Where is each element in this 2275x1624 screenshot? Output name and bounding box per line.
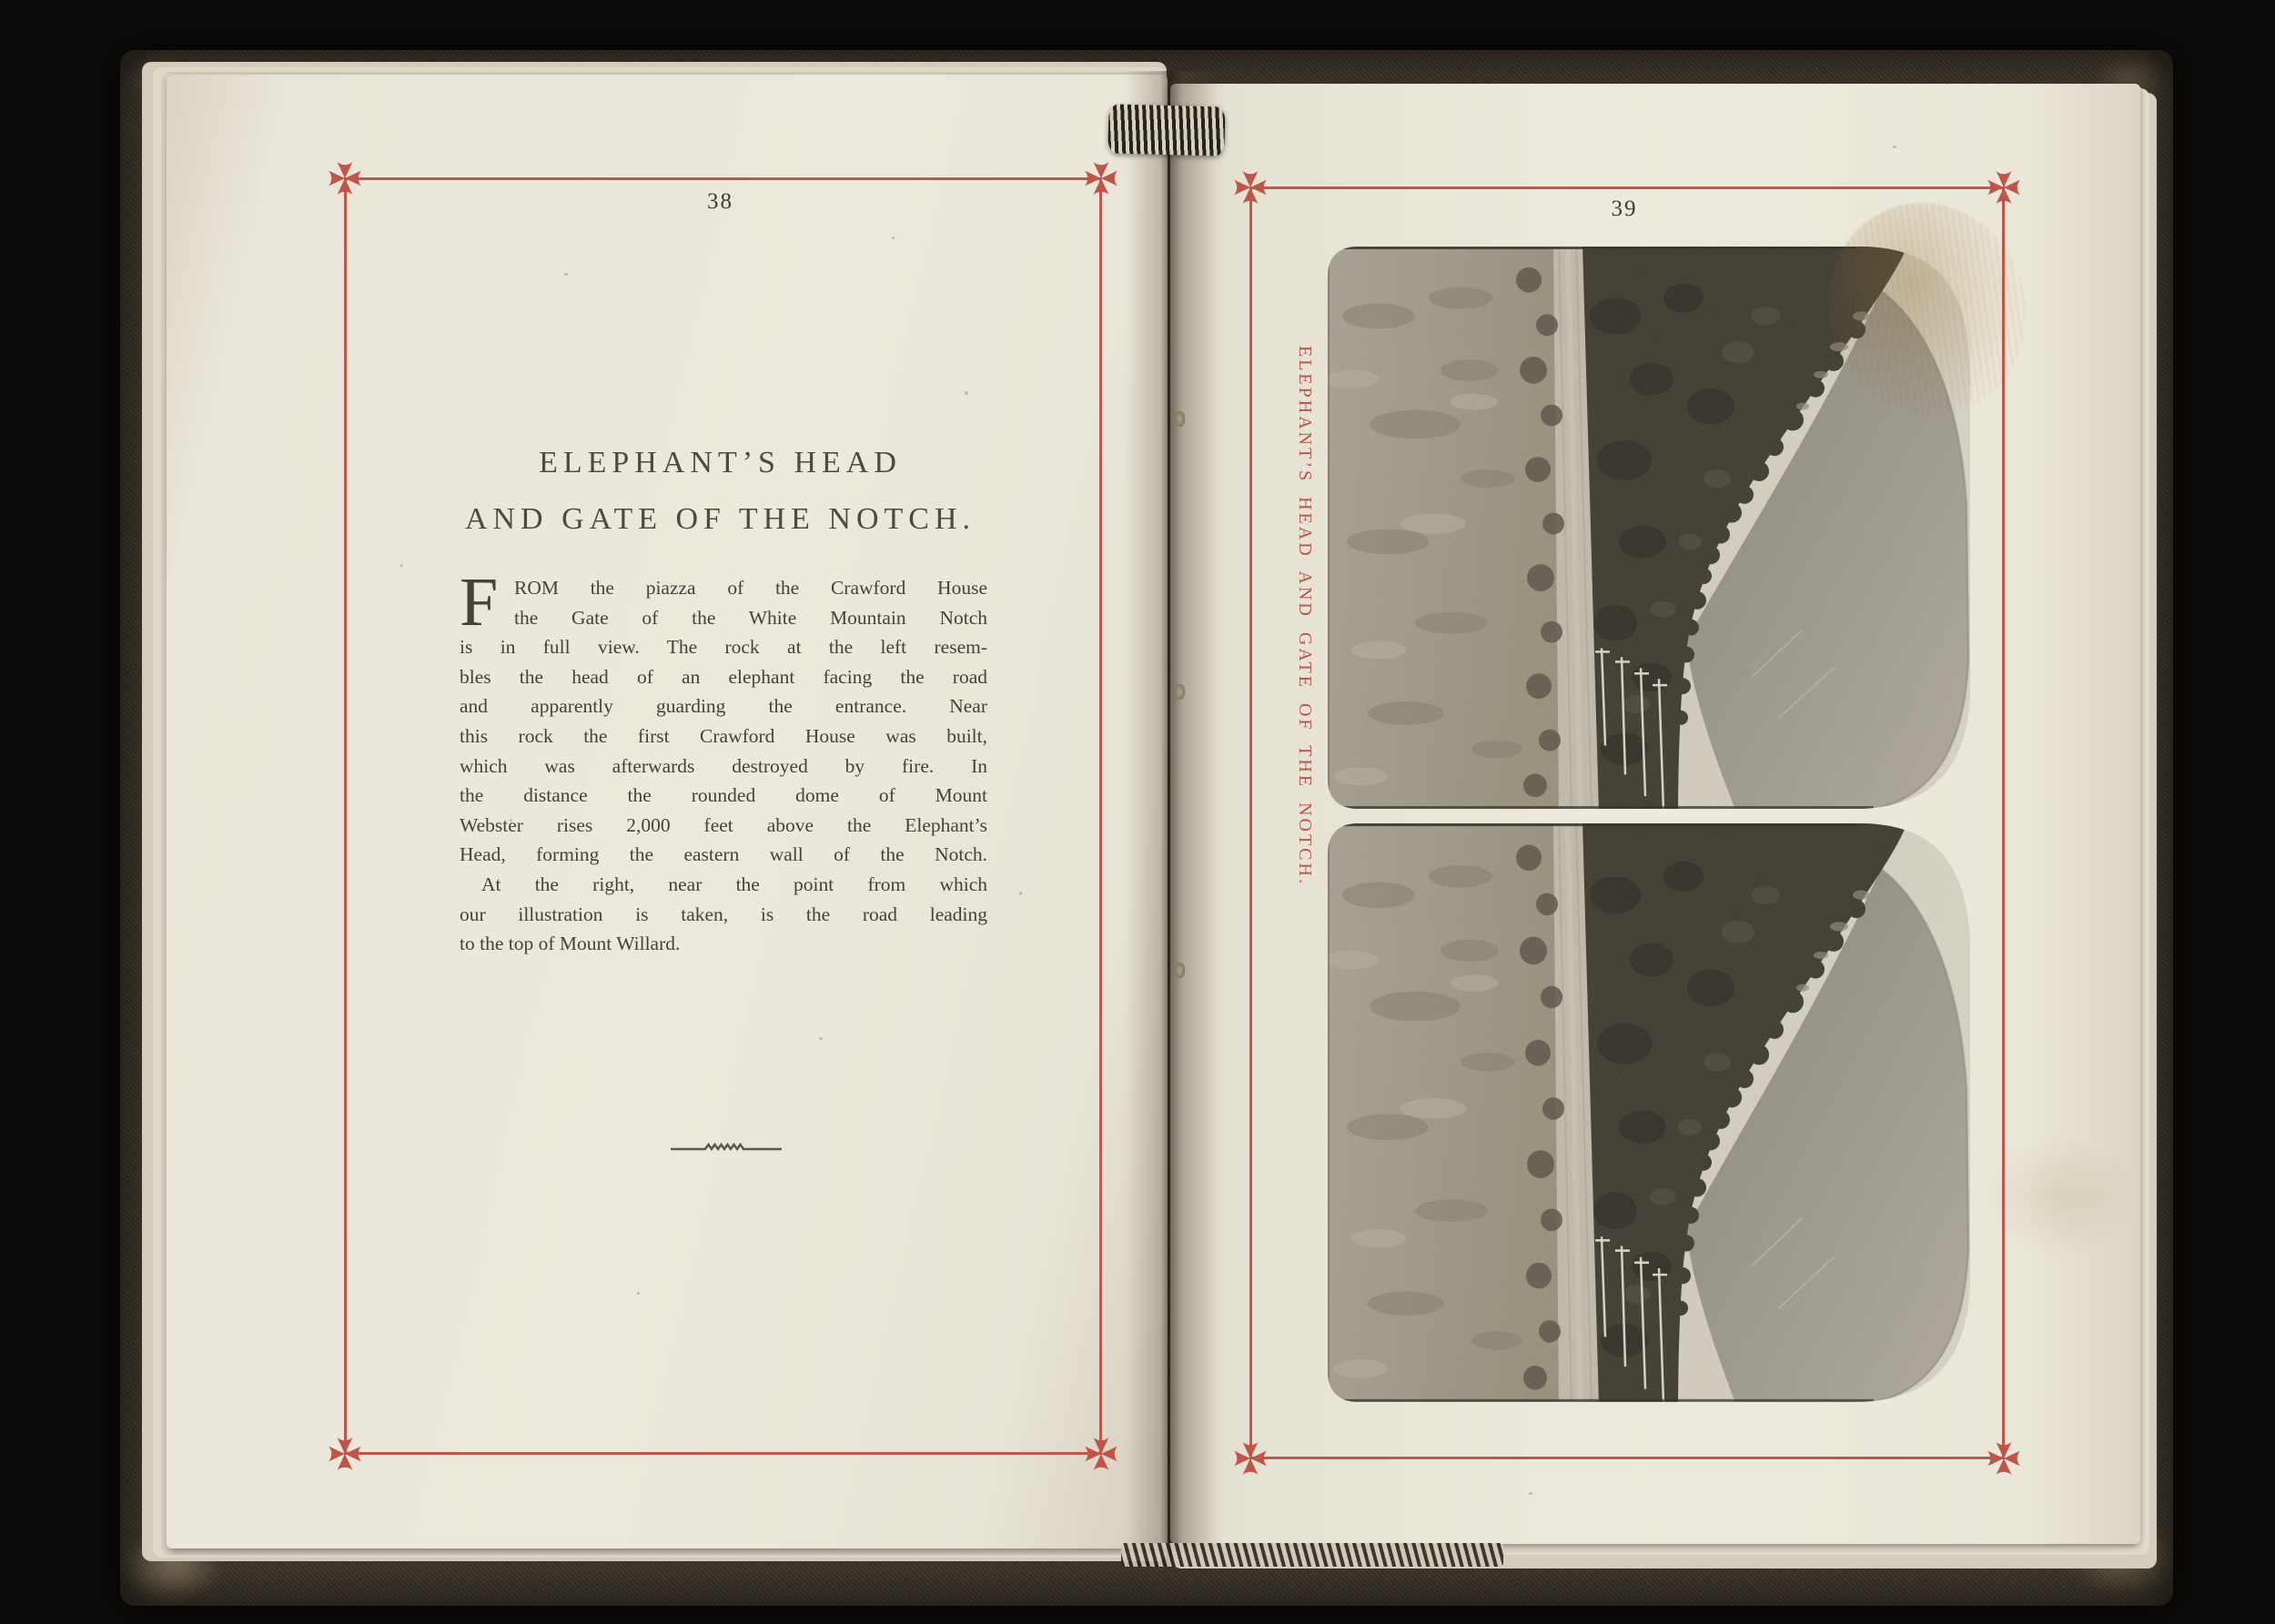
corner-cross-ornament — [1082, 1435, 1120, 1473]
page-number-right: 39 — [1611, 197, 1638, 221]
body-text-line: bles the head of an elephant facing the road — [460, 665, 987, 688]
binding-stitch — [1175, 684, 1185, 700]
body-text-line: our illustration is taken, is the road leading — [460, 903, 987, 925]
body-text-line: to the top of Mount Willard. — [460, 933, 681, 955]
body-text-line: the Gate of the White Mountain Notch — [514, 606, 987, 629]
body-text-line: this rock the first Crawford House was built, — [460, 724, 987, 747]
body-text-line: the distance the rounded dome of Mount — [460, 784, 987, 807]
paper-stain — [1984, 1137, 2138, 1256]
corner-cross-ornament — [326, 1435, 364, 1473]
body-text-line: ROM the piazza of the Crawford House — [514, 577, 987, 599]
stereograph-photo-bottom — [1324, 821, 1975, 1406]
body-text-line: which was afterwards destroyed by fire. In — [460, 754, 987, 777]
corner-cross-ornament — [1231, 1439, 1269, 1478]
binding-stitch — [1175, 963, 1185, 978]
body-text-line: At the right, near the point from which — [481, 873, 987, 895]
body-text-line: Webster rises 2,000 feet above the Elephant’s — [460, 813, 987, 836]
body-text-line: and apparently guarding the entrance. Near — [460, 695, 987, 718]
chapter-title-line1: ELEPHANT’S HEAD — [539, 446, 902, 479]
body-text-line: is in full view. The rock at the left resem- — [460, 636, 987, 659]
spine-gutter — [1124, 71, 1218, 1552]
vertical-photo-caption: ELEPHANT’S HEAD AND GATE OF THE NOTCH. — [1295, 346, 1315, 886]
tailband-cloth — [1121, 1543, 1503, 1567]
headband-cloth — [1107, 104, 1225, 156]
drop-cap: F — [460, 564, 499, 641]
body-lines — [460, 564, 987, 959]
chapter-title — [344, 435, 1097, 548]
corner-cross-ornament — [1985, 1439, 2023, 1478]
body-text-line: Head, forming the eastern wall of the Notch. — [460, 843, 987, 866]
chapter-title-line2: AND GATE OF THE NOTCH. — [464, 502, 976, 536]
separator-ornament — [669, 1135, 784, 1163]
body-paragraph — [460, 564, 987, 959]
page-number-left: 38 — [707, 189, 733, 214]
binding-stitch — [1175, 411, 1185, 427]
